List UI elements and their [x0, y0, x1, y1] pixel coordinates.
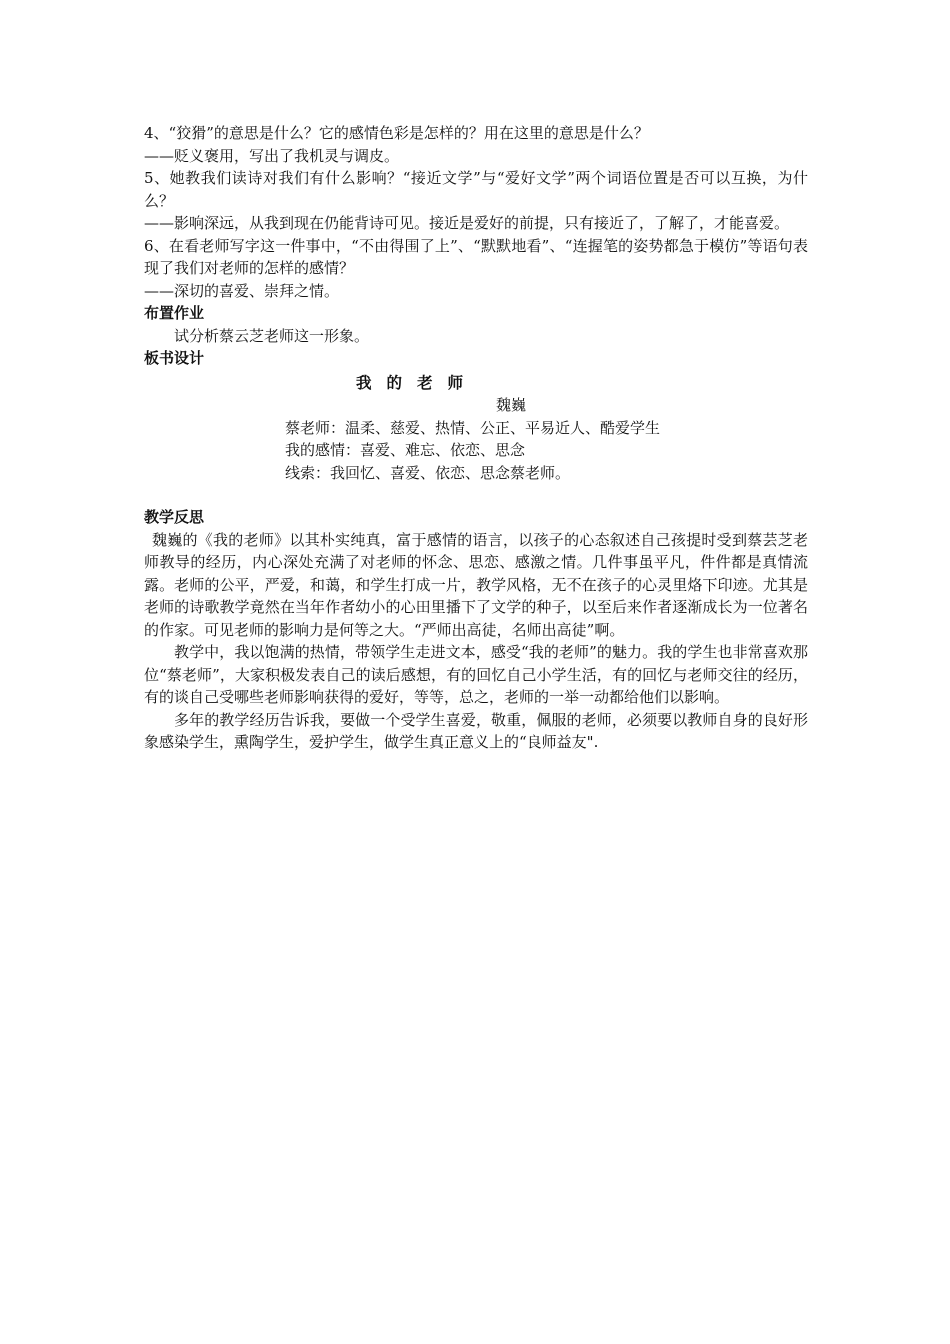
board-item-feelings: 我的感情：喜爱、难忘、依恋、思念 — [285, 441, 526, 459]
answer-6: ——深切的喜爱、崇拜之情。 — [144, 281, 340, 300]
qa-item-5 — [144, 167, 808, 235]
board-heading: 板书设计 — [144, 349, 205, 367]
document-page — [144, 122, 808, 754]
homework-text: 试分析蔡云芝老师这一形象。 — [174, 326, 370, 345]
question-4: 4、“狡猾”的意思是什么？它的感情色彩是怎样的？用在这里的意思是什么？ — [144, 124, 649, 142]
board-item-teacher: 蔡老师：温柔、慈爱、热情、公正、平易近人、酷爱学生 — [285, 418, 661, 437]
reflection-paragraph-2: 教学中，我以饱满的热情，带领学生走进文本，感受“我的老师”的魅力。我的学生也非常喜欢那位“蔡老师”，大家积极发表自己的读后感想，有的回忆自己小学生活，有的回忆与老师交往的经历，有的谈自己受哪些老师影响获得的爱好，等等，总之，老师的一举一动都给他们以影响。 — [144, 643, 808, 706]
question-6: 6、在看老师写字这一件事中，“不由得围了上”、“默默地看”、“连握笔的姿势都急于模仿”等语句表现了我们对老师的怎样的感情？ — [144, 236, 808, 277]
board-item-clue: 线索：我回忆、喜爱、依恋、思念蔡老师。 — [285, 463, 571, 482]
question-5: 5、她教我们读诗对我们有什么影响？“接近文学”与“爱好文学”两个词语位置是否可以互换，为什么？ — [144, 169, 808, 210]
reflection-paragraph-1: 魏巍的《我的老师》以其朴实纯真，富于感情的语言，以孩子的心态叙述自己孩提时受到蔡芸芝老师教导的经历，内心深处充满了对老师的怀念、思恋、感激之情。几件事虽平凡，件件都是真情流露。老师的公平，严爱，和蔼，和学生打成一片，教学风格，无不在孩子的心灵里烙下印迹。尤其是老师的诗歌教学竟然在当年作者幼小的心田里播下了文学的种子，以至后来作者逐渐成长为一位著名的作家。可见老师的影响力是何等之大。“严师出高徒，名师出高徒”啊。 — [144, 530, 808, 639]
qa-item-6 — [144, 235, 808, 303]
board-title: 我的老师 — [356, 373, 479, 392]
board-author: 魏巍 — [496, 396, 527, 414]
homework-heading: 布置作业 — [144, 304, 205, 322]
reflection-heading: 教学反思 — [144, 508, 205, 526]
qa-item-4 — [144, 122, 808, 167]
answer-4: ——贬义褒用，写出了我机灵与调皮。 — [144, 146, 400, 165]
reflection-paragraph-3: 多年的教学经历告诉我，要做一个受学生喜爱，敬重，佩服的老师，必须要以教师自身的良好形象感染学生，熏陶学生，爱护学生，做学生真正意义上的“良师益友". — [144, 710, 808, 751]
spacer — [144, 484, 808, 506]
answer-5: ——影响深远，从我到现在仍能背诗可见。接近是爱好的前提，只有接近了，了解了，才能喜爱。 — [144, 214, 790, 232]
